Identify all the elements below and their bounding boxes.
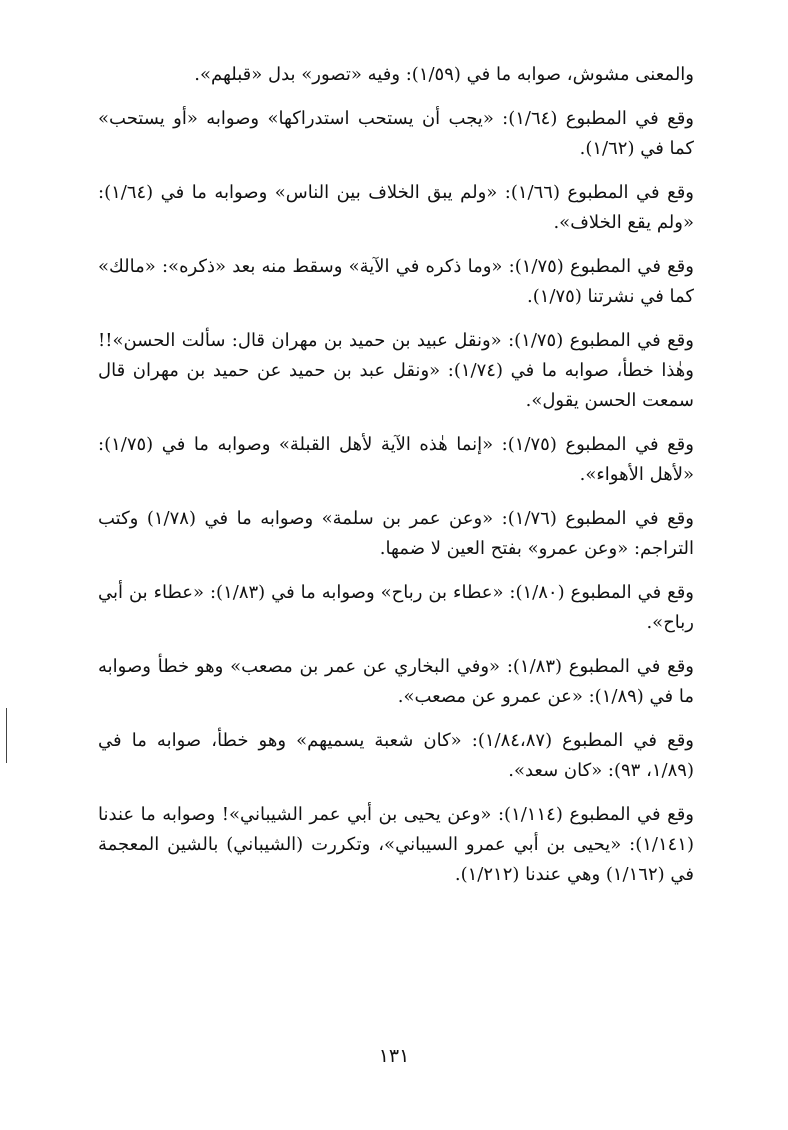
- paragraph-4: وقع في المطبوع (١/٧٥): «وما ذكره في الآية» وسقط منه بعد «ذكره»: «مالك» كما في نشرتنا (١/٧٥).: [98, 256, 694, 307]
- paragraph-10: وقع في المطبوع (١/٨٤،٨٧): «كان شعبة يسميهم» وهو خطأ، صوابه ما في (١/٨٩، ٩٣): «كان سعد».: [98, 730, 694, 781]
- paragraph-7: وقع في المطبوع (١/٧٦): «وعن عمر بن سلمة» وصوابه ما في (١/٧٨) وكتب التراجم: «وعن عمرو» بفتح العين لا ضمها.: [98, 508, 694, 559]
- margin-scan-mark: [6, 708, 7, 763]
- paragraph-9: وقع في المطبوع (١/٨٣): «وفي البخاري عن عمر بن مصعب» وهو خطأ وصوابه ما في (١/٨٩): «عن عمرو عن مصعب».: [98, 656, 694, 707]
- paragraph-11: وقع في المطبوع (١/١١٤): «وعن يحيى بن أبي عمر الشيباني»! وصوابه ما عندنا (١/١٤١): «يحيى بن أبي عمرو السيباني»، وتكررت (الشيباني) بالشين المعجمة في (١/١٦٢) وهي عندنا (١/٢١٢).: [98, 804, 694, 885]
- paragraph-6: وقع في المطبوع (١/٧٥): «إنما هٰذه الآية لأهل القبلة» وصوابه ما في (١/٧٥): «لأهل الأهواء».: [98, 434, 694, 485]
- main-text-block: [98, 60, 694, 904]
- page-number: ١٣١: [378, 1045, 410, 1067]
- paragraph-5: وقع في المطبوع (١/٧٥): «ونقل عبيد بن حميد بن مهران قال: سألت الحسن»!! وهٰذا خطأ، صوابه ما في (١/٧٤): «ونقل عبد بن حميد عن حميد بن مهران قال سمعت الحسن يقول».: [98, 330, 694, 411]
- paragraph-2: وقع في المطبوع (١/٦٤): «يجب أن يستحب استدراكها» وصوابه «أو يستحب» كما في (١/٦٢).: [98, 108, 694, 159]
- paragraph-3: وقع في المطبوع (١/٦٦): «ولم يبق الخلاف بين الناس» وصوابه ما في (١/٦٤): «ولم يقع الخلاف».: [98, 182, 694, 233]
- paragraph-8: وقع في المطبوع (١/٨٠): «عطاء بن رباح» وصوابه ما في (١/٨٣): «عطاء بن أبي رباح».: [98, 582, 694, 633]
- paragraph-1: والمعنى مشوش، صوابه ما في (١/٥٩): وفيه «تصور» بدل «قبلهم».: [194, 64, 694, 85]
